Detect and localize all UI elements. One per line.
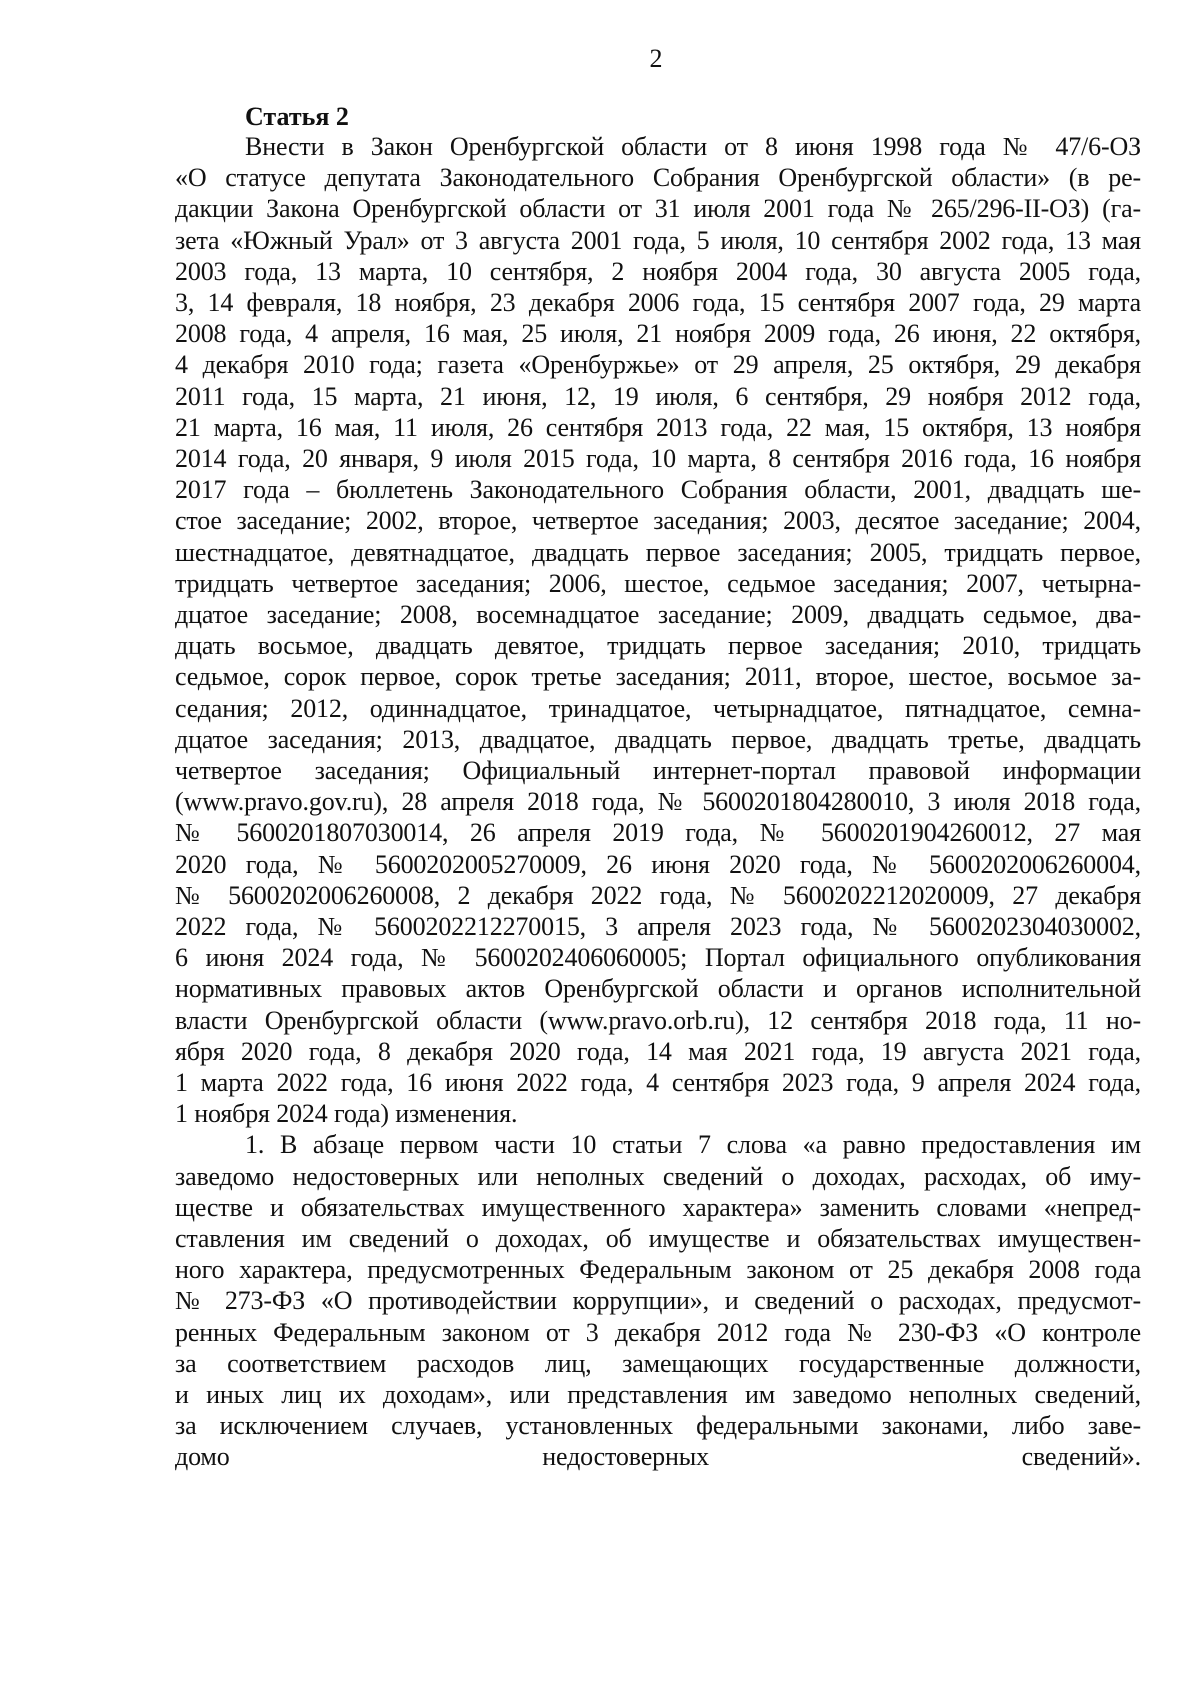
text-line: № 273-ФЗ «О противодействии коррупции», и сведений о расходах, предусмот-	[175, 1286, 1141, 1316]
article-heading: Статья 2	[245, 102, 349, 131]
text-line: стое заседание; 2002, второе, четвертое заседания; 2003, десятое заседание; 2004,	[175, 506, 1141, 536]
text-line: шестнадцатое, девятнадцатое, двадцать первое заседания; 2005, тридцать первое,	[175, 537, 1141, 567]
text-line: 4 декабря 2010 года; газета «Оренбуржье» от 29 апреля, 25 октября, 29 декабря	[175, 350, 1141, 380]
text-line: ного характера, предусмотренных Федеральным законом от 25 декабря 2008 года	[175, 1255, 1141, 1285]
page-number: 2	[649, 44, 663, 73]
text-line: дцать восьмое, двадцать девятое, тридцать первое заседания; 2010, тридцать	[175, 631, 1141, 661]
text-line: за соответствием расходов лиц, замещающих государственные должности,	[175, 1348, 1141, 1378]
text-line: ществе и обязательствах имущественного характера» заменить словами «непред-	[175, 1192, 1141, 1222]
text-line: (www.pravo.gov.ru), 28 апреля 2018 года, № 5600201804280010, 3 июля 2018 года,	[175, 787, 1141, 817]
text-line: 2003 года, 13 марта, 10 сентября, 2 ноября 2004 года, 30 августа 2005 года,	[175, 256, 1141, 286]
text-line: за исключением случаев, установленных федеральными законами, либо заве-	[175, 1411, 1141, 1441]
text-line: 2008 года, 4 апреля, 16 мая, 25 июля, 21 ноября 2009 года, 26 июня, 22 октября,	[175, 319, 1141, 349]
text-line: зета «Южный Урал» от 3 августа 2001 года, 5 июля, 10 сентября 2002 года, 13 мая	[175, 225, 1141, 255]
text-line: ября 2020 года, 8 декабря 2020 года, 14 мая 2021 года, 19 августа 2021 года,	[175, 1036, 1141, 1066]
text-line: «О статусе депутата Законодательного Собрания Оренбургской области» (в ре-	[175, 163, 1141, 193]
text-line: тридцать четвертое заседания; 2006, шестое, седьмое заседания; 2007, четырна-	[175, 568, 1141, 598]
text-line: власти Оренбургской области (www.pravo.orb.ru), 12 сентября 2018 года, 11 но-	[175, 1005, 1141, 1035]
text-line: заведомо недостоверных или неполных сведений о доходах, расходах, об иму-	[175, 1161, 1141, 1191]
text-line: 2017 года – бюллетень Законодательного Собрания области, 2001, двадцать ше-	[175, 475, 1141, 505]
text-line: 1. В абзаце первом части 10 статьи 7 слова «а равно предоставления им	[245, 1130, 1141, 1160]
text-line: седьмое, сорок первое, сорок третье заседания; 2011, второе, шестое, восьмое за-	[175, 662, 1141, 692]
text-line: нормативных правовых актов Оренбургской области и органов исполнительной	[175, 974, 1141, 1004]
text-line: Внести в Закон Оренбургской области от 8 июня 1998 года № 47/6-ОЗ	[245, 132, 1141, 161]
text-line: № 5600202006260008, 2 декабря 2022 года, № 5600202212020009, 27 декабря	[175, 880, 1141, 910]
text-line: дакции Закона Оренбургской области от 31 июля 2001 года № 265/296-II-ОЗ) (га-	[175, 194, 1141, 224]
text-line: № 5600201807030014, 26 апреля 2019 года, № 5600201904260012, 27 мая	[175, 818, 1141, 848]
text-line: и иных лиц их доходам», или представления им заведомо неполных сведений,	[175, 1380, 1141, 1409]
text-line: 21 марта, 16 мая, 11 июля, 26 сентября 2013 года, 22 мая, 15 октября, 13 ноября	[175, 412, 1141, 442]
text-line: 1 марта 2022 года, 16 июня 2022 года, 4 сентября 2023 года, 9 апреля 2024 года,	[175, 1068, 1141, 1097]
text-line: 2011 года, 15 марта, 21 июня, 12, 19 июля, 6 сентября, 29 ноября 2012 года,	[175, 381, 1141, 411]
text-line: ренных Федеральным законом от 3 декабря 2012 года № 230-ФЗ «О контроле	[175, 1317, 1141, 1347]
text-line: 2022 года, № 5600202212270015, 3 апреля 2023 года, № 5600202304030002,	[175, 912, 1141, 941]
text-line: 2014 года, 20 января, 9 июля 2015 года, 10 марта, 8 сентября 2016 года, 16 ноября	[175, 444, 1141, 473]
text-line: 1 ноября 2024 года) изменения.	[175, 1099, 518, 1129]
text-line: домо недостоверных сведений».	[175, 1442, 1141, 1472]
text-line: 3, 14 февраля, 18 ноября, 23 декабря 2006 года, 15 сентября 2007 года, 29 марта	[175, 288, 1141, 317]
text-line: 2020 года, № 5600202005270009, 26 июня 2020 года, № 5600202006260004,	[175, 849, 1141, 879]
text-line: дцатое заседания; 2013, двадцатое, двадцать первое, двадцать третье, двадцать	[175, 724, 1141, 754]
text-line: 6 июня 2024 года, № 5600202406060005; Портал официального опубликования	[175, 943, 1141, 973]
text-line: седания; 2012, одиннадцатое, тринадцатое, четырнадцатое, пятнадцатое, семна-	[175, 693, 1141, 723]
text-line: четвертое заседания; Официальный интернет-портал правовой информации	[175, 756, 1141, 785]
text-line: дцатое заседание; 2008, восемнадцатое заседание; 2009, двадцать седьмое, два-	[175, 600, 1141, 629]
text-line: ставления им сведений о доходах, об имуществе и обязательствах имуществен-	[175, 1224, 1141, 1253]
